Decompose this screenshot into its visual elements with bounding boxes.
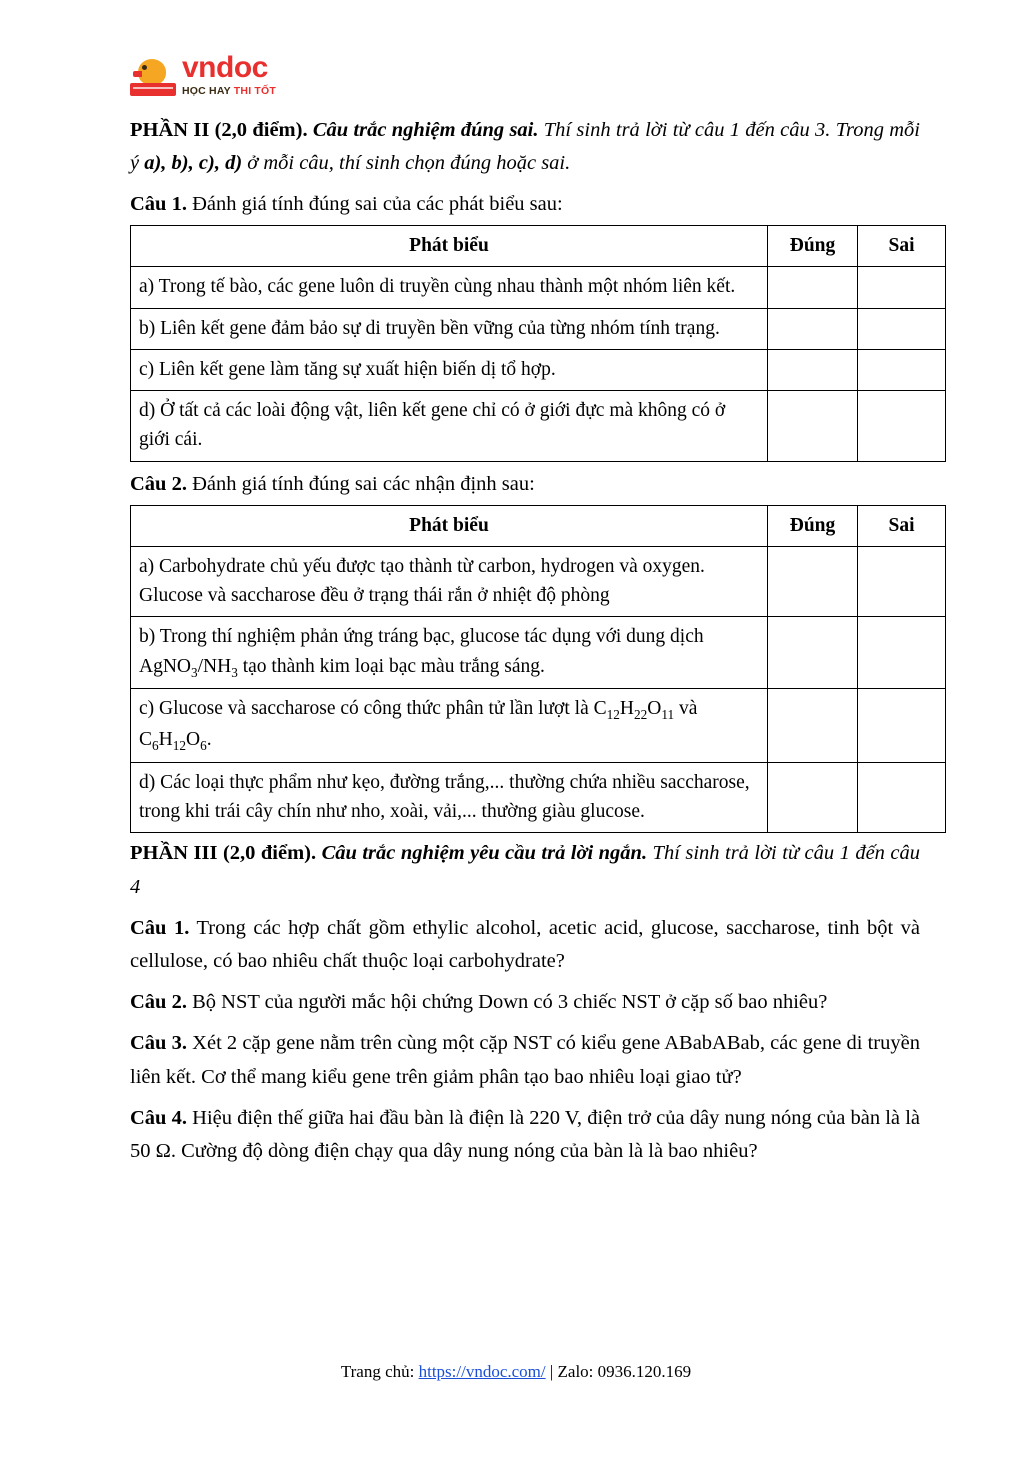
section-3-heading-italic: Thí sinh trả lời từ câu 1 đến câu 4 [130,842,920,898]
false-checkbox-cell[interactable] [858,267,946,308]
column-header-statement: Phát biểu [131,505,768,546]
table-row [131,349,946,390]
column-header-statement: Phát biểu [131,226,768,267]
true-checkbox-cell[interactable] [768,546,858,617]
table-row [131,546,946,617]
section-3-question-3 [130,1027,920,1093]
false-checkbox-cell[interactable] [858,617,946,689]
column-header-false: Sai [858,226,946,267]
question-text: Bộ NST của người mắc hội chứng Down có 3 chiếc NST ở cặp số bao nhiêu? [186,991,828,1014]
question-text: Trong các hợp chất gồm ethylic alcohol, acetic acid, glucose, saccharose, tinh bột và cellulose, có bao nhiêu chất thuộc loại carbohydrate? [130,916,920,972]
section-3-question-4 [130,1102,920,1168]
footer-suffix: | Zalo: 0936.120.169 [545,1362,692,1381]
page-footer [0,1362,1032,1382]
false-checkbox-cell[interactable] [858,391,946,462]
true-checkbox-cell[interactable] [768,689,858,763]
logo-tagline-part2: THI TỐT [233,84,277,97]
section-2-heading-bolditalic: Câu trắc nghiệm đúng sai. [307,119,539,141]
question-label: Câu 2. [130,472,187,495]
true-checkbox-cell[interactable] [768,762,858,833]
false-checkbox-cell[interactable] [858,689,946,763]
question-text: Xét 2 cặp gene nằm trên cùng một cặp NST có kiểu gene ABabABab, các gene di truyền liên kết. Cơ thể mang kiểu gene trên giảm phân tạo bao nhiêu loại giao tử? [130,1032,920,1088]
question-prompt-text: Đánh giá tính đúng sai các nhận định sau: [186,472,535,495]
footer-prefix: Trang chủ: [340,1362,419,1381]
question-label: Câu 3. [130,1032,187,1055]
table-row [131,689,946,763]
statement-cell: c) Glucose và saccharose có công thức phân tử lần lượt là $C_{12}H_{22}O_{11}$ và $C_6H_{12}O_6$. [131,689,768,763]
question-text: Hiệu điện thế giữa hai đầu bàn là điện là 220 V, điện trở của dây nung nóng của bàn là là 50 Ω. Cường độ dòng điện chạy qua dây nung nóng của bàn là là bao nhiêu? [130,1106,920,1162]
section-2-heading-italic: Thí sinh trả lời từ câu 1 đến câu 3. Trong mỗi ý [130,119,920,175]
bird-book-logo-icon [130,50,176,96]
question-prompt-text: Đánh giá tính đúng sai của các phát biểu sau: [186,193,563,216]
section-3-heading-bolditalic: Câu trắc nghiệm yêu cầu trả lời ngắn. [316,842,648,865]
column-header-false: Sai [858,505,946,546]
question-label: Câu 4. [130,1106,187,1129]
table-header-row [131,226,946,267]
section-2-question-1-prompt [130,188,920,221]
statement-cell: a) Trong tế bào, các gene luôn di truyền cùng nhau thành một nhóm liên kết. [131,267,768,308]
section-3-heading-bold: PHẦN III (2,0 điểm). [130,842,317,865]
statement-cell: b) Liên kết gene đảm bảo sự di truyền bền vững của từng nhóm tính trạng. [131,308,768,349]
false-checkbox-cell[interactable] [858,546,946,617]
true-checkbox-cell[interactable] [768,308,858,349]
true-checkbox-cell[interactable] [768,267,858,308]
table-row [131,617,946,689]
table-header-row [131,505,946,546]
document-content [130,40,920,1176]
section-2-heading-bold: PHẦN II (2,0 điểm). [130,119,308,141]
statement-cell: a) Carbohydrate chủ yếu được tạo thành từ carbon, hydrogen và oxygen. Glucose và saccharose đều ở trạng thái rắn ở nhiệt độ phòng [131,546,768,617]
statement-cell: d) Các loại thực phẩm như kẹo, đường trắng,... thường chứa nhiều saccharose, trong khi trái cây chín như nho, xoài, vải,... thường giàu glucose. [131,762,768,833]
true-checkbox-cell[interactable] [768,349,858,390]
table-row [131,308,946,349]
section-3-heading [130,837,920,903]
section-2-heading [130,114,920,180]
vndoc-logo [130,40,920,96]
true-checkbox-cell[interactable] [768,391,858,462]
question-label: Câu 1. [130,916,190,939]
statement-table-1 [130,225,946,462]
logo-text [182,50,277,97]
true-checkbox-cell[interactable] [768,617,858,689]
statement-cell: d) Ở tất cả các loài động vật, liên kết gene chỉ có ở giới đực mà không có ở giới cái. [131,391,768,462]
section-2-heading-italic-bold: a), b), c), d) [144,152,243,175]
footer-website-link[interactable]: https://vndoc.com/ [418,1362,546,1381]
table-row [131,267,946,308]
column-header-true: Đúng [768,226,858,267]
statement-cell: c) Liên kết gene làm tăng sự xuất hiện biến dị tổ hợp. [131,349,768,390]
false-checkbox-cell[interactable] [858,349,946,390]
section-3-question-2 [130,986,920,1019]
section-2-heading-italic-end: ở mỗi câu, thí sinh chọn đúng hoặc sai. [242,152,571,175]
logo-tagline [182,86,276,97]
logo-name: vndoc [182,50,268,84]
column-header-true: Đúng [768,505,858,546]
section-3-question-1 [130,912,920,978]
false-checkbox-cell[interactable] [858,762,946,833]
statement-table-2 [130,505,946,834]
table-row [131,391,946,462]
question-label: Câu 1. [130,193,187,216]
false-checkbox-cell[interactable] [858,308,946,349]
logo-tagline-part1: HỌC HAY [182,84,231,97]
question-label: Câu 2. [130,991,187,1014]
table-row [131,762,946,833]
statement-cell: b) Trong thí nghiệm phản ứng tráng bạc, glucose tác dụng với dung dịch $AgNO_3/NH_3$ tạo thành kim loại bạc màu trắng sáng. [131,617,768,689]
section-2-question-2-prompt [130,468,920,501]
